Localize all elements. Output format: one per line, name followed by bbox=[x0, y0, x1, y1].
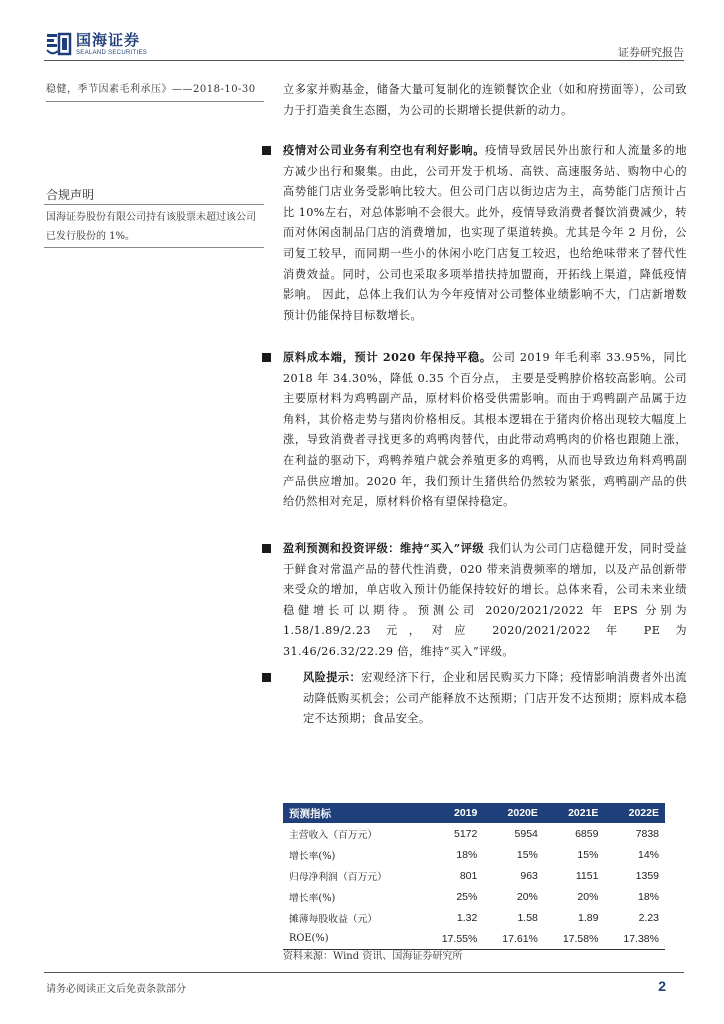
table-cell: 1359 bbox=[635, 869, 659, 882]
row-label: 主营收入（百万元） bbox=[289, 829, 378, 841]
table-cell: 17.58% bbox=[544, 928, 605, 950]
table-cell: 17.61% bbox=[483, 928, 544, 950]
column-header: 2019 bbox=[423, 803, 484, 823]
compliance-bottom-divider bbox=[44, 247, 264, 248]
bullet-square-icon bbox=[262, 353, 271, 362]
table-row bbox=[283, 907, 665, 928]
table-cell: 5172 bbox=[453, 827, 478, 840]
point-body: 疫情导致居民外出旅行和人流量多的地方减少出行和聚集。由此，公司开发于机场、高铁、高速服务站、购物中心的高势能门店业务受影响比较大。但公司门店以街边店为主，高势能门店预计占比 10%左右，对总体影响不会很大。此外，疫情导致消费者餐饮消费减少，转而对休闲卤制品门店的消费增加，也实现了渠道转换。尤其是今年 2 月份，公司复工较早，而同期一些小的休闲小吃门店复工较迟，也给绝味带来了替代性消费效益。同时，公司也采取多项举措扶持加盟商，开拓线上渠道，降低疫情影响。 因此，总体上我们认为今年疫情对公司整体业绩影响不大，门店新增数预计仍能保持目标数增长。 bbox=[283, 144, 687, 322]
table-cell: 14% bbox=[637, 848, 659, 861]
page-number: 2 bbox=[658, 978, 666, 994]
header-divider bbox=[44, 60, 684, 61]
row-label: ROE(%) bbox=[283, 928, 423, 950]
table-cell: 25% bbox=[456, 890, 478, 903]
sealand-logo-icon bbox=[46, 32, 72, 56]
point-body: 宏观经济下行，企业和居民购买力下降；疫情影响消费者外出流动降低购买机会；公司产能释放不达预期；门店开发不达预期；原料成本稳定不达预期；食品安全。 bbox=[303, 671, 687, 726]
row-label: 摊薄每股收益（元） bbox=[289, 913, 378, 925]
table-cell: 801 bbox=[459, 869, 478, 882]
table-cell: 7838 bbox=[635, 827, 659, 840]
sidebar bbox=[46, 80, 264, 102]
point-raw-cost bbox=[283, 347, 687, 513]
table-cell: 18% bbox=[456, 848, 478, 861]
point-epidemic bbox=[283, 140, 687, 326]
table-cell: 15% bbox=[516, 848, 538, 861]
point-title: 疫情对公司业务有利空也有利好影响。 bbox=[283, 143, 486, 157]
table-cell: 18% bbox=[637, 890, 659, 903]
row-label: 归母净利润（百万元） bbox=[289, 871, 387, 883]
table-header-row bbox=[283, 803, 665, 823]
bullet-square-icon bbox=[262, 673, 271, 682]
forecast-table bbox=[283, 803, 665, 950]
point-title: 盈利预测和投资评级：维持“买入”评级 bbox=[283, 541, 485, 555]
table-cell: 2.23 bbox=[638, 911, 659, 924]
table-cell: 20% bbox=[577, 890, 599, 903]
table-cell: 6859 bbox=[575, 827, 599, 840]
column-header: 2022E bbox=[604, 803, 665, 823]
table-cell: 20% bbox=[516, 890, 538, 903]
table-row bbox=[283, 886, 665, 907]
table-row bbox=[283, 844, 665, 865]
intro-paragraph: 立多家并购基金，储备大量可复制化的连锁餐饮企业（如和府捞面等），公司致力于打造美食生态圈，为公司的长期增长提供新的动力。 bbox=[283, 83, 687, 117]
company-logo bbox=[46, 30, 147, 58]
report-type-label: 证券研究报告 bbox=[618, 46, 684, 59]
table-cell: 15% bbox=[577, 848, 599, 861]
table-cell: 17.38% bbox=[604, 928, 665, 950]
previous-report-ref: 稳健，季节因素毛利承压》——2018-10-30 bbox=[46, 80, 264, 102]
table-cell: 17.55% bbox=[423, 928, 484, 950]
compliance-text: 国海证券股份有限公司持有该股票未超过该公司已发行股份的 1%。 bbox=[46, 212, 256, 242]
column-header: 2021E bbox=[544, 803, 605, 823]
table-cell: 1.32 bbox=[456, 911, 478, 924]
compliance-title: 合规声明 bbox=[46, 188, 95, 202]
bullet-square-icon bbox=[262, 146, 271, 155]
table-cell: 1.58 bbox=[517, 911, 538, 924]
compliance-divider bbox=[44, 204, 264, 205]
point-body: 公司 2019 年毛利率 33.95%，同比 2018 年 34.30%，降低 0.35 个百分点， 主要是受鸭脖价格较高影响。公司主要原材料为鸡鸭副产品，原材料价格受供需影响。而由于鸡鸭副产品属于边角料，其价格走势与猪肉价格相反。其根本逻辑在于猪肉价格出现较大幅度上涨，导致消费者寻找更多的鸡鸭肉替代，由此带动鸡鸭肉的价格也跟随上涨，在利益的驱动下，鸡鸭养殖户就会养殖更多的鸡鸭，从而也导致边角料鸡鸭副产品供应增加。2020 年，我们预计生猪供给仍然较为紧张，鸡鸭副产品的供给仍然相对充足，原材料价格有望保持稳定。 bbox=[283, 351, 687, 509]
point-title: 风险提示： bbox=[303, 670, 362, 684]
bullet-square-icon bbox=[262, 544, 271, 553]
column-header: 预测指标 bbox=[283, 803, 423, 823]
table-cell: 5954 bbox=[514, 827, 538, 840]
logo-en-text: SEALAND SECURITIES bbox=[76, 49, 148, 56]
point-body: 我们认为公司门店稳健开发，同时受益于鲜食对常温产品的替代性消费，020 带来消费频率的增加，以及产品创新带来受众的增加，单店收入预计仍能保持较好的增长。总体来看，公司未来业绩稳健增长可以期待。预测公司 2020/2021/2022 年 EPS 分别为 1.58/1.89/2.23 元，对应 2020/2021/2022 年 PE 为 31.46/26.32/22.29 倍，维持“买入”评级。 bbox=[283, 542, 687, 658]
row-label: 增长率(%) bbox=[289, 892, 336, 904]
table-cell: 1.89 bbox=[578, 911, 599, 924]
point-title: 原料成本端，预计 2020 年保持平稳。 bbox=[283, 350, 492, 364]
point-risk bbox=[283, 667, 687, 730]
table-cell: 1151 bbox=[575, 869, 599, 882]
point-forecast-rating bbox=[283, 538, 687, 663]
row-label: 增长率(%) bbox=[289, 850, 336, 862]
table-row bbox=[283, 823, 665, 844]
table-row bbox=[283, 865, 665, 886]
table-cell: 963 bbox=[520, 869, 538, 882]
footer-divider bbox=[44, 972, 684, 973]
table-source: 资料来源：Wind 资讯、国海证券研究所 bbox=[283, 951, 463, 962]
column-header: 2020E bbox=[483, 803, 544, 823]
logo-cn-text: 国海证券 bbox=[76, 30, 141, 49]
footer-disclaimer: 请务必阅读正文后免责条款部分 bbox=[46, 984, 186, 995]
